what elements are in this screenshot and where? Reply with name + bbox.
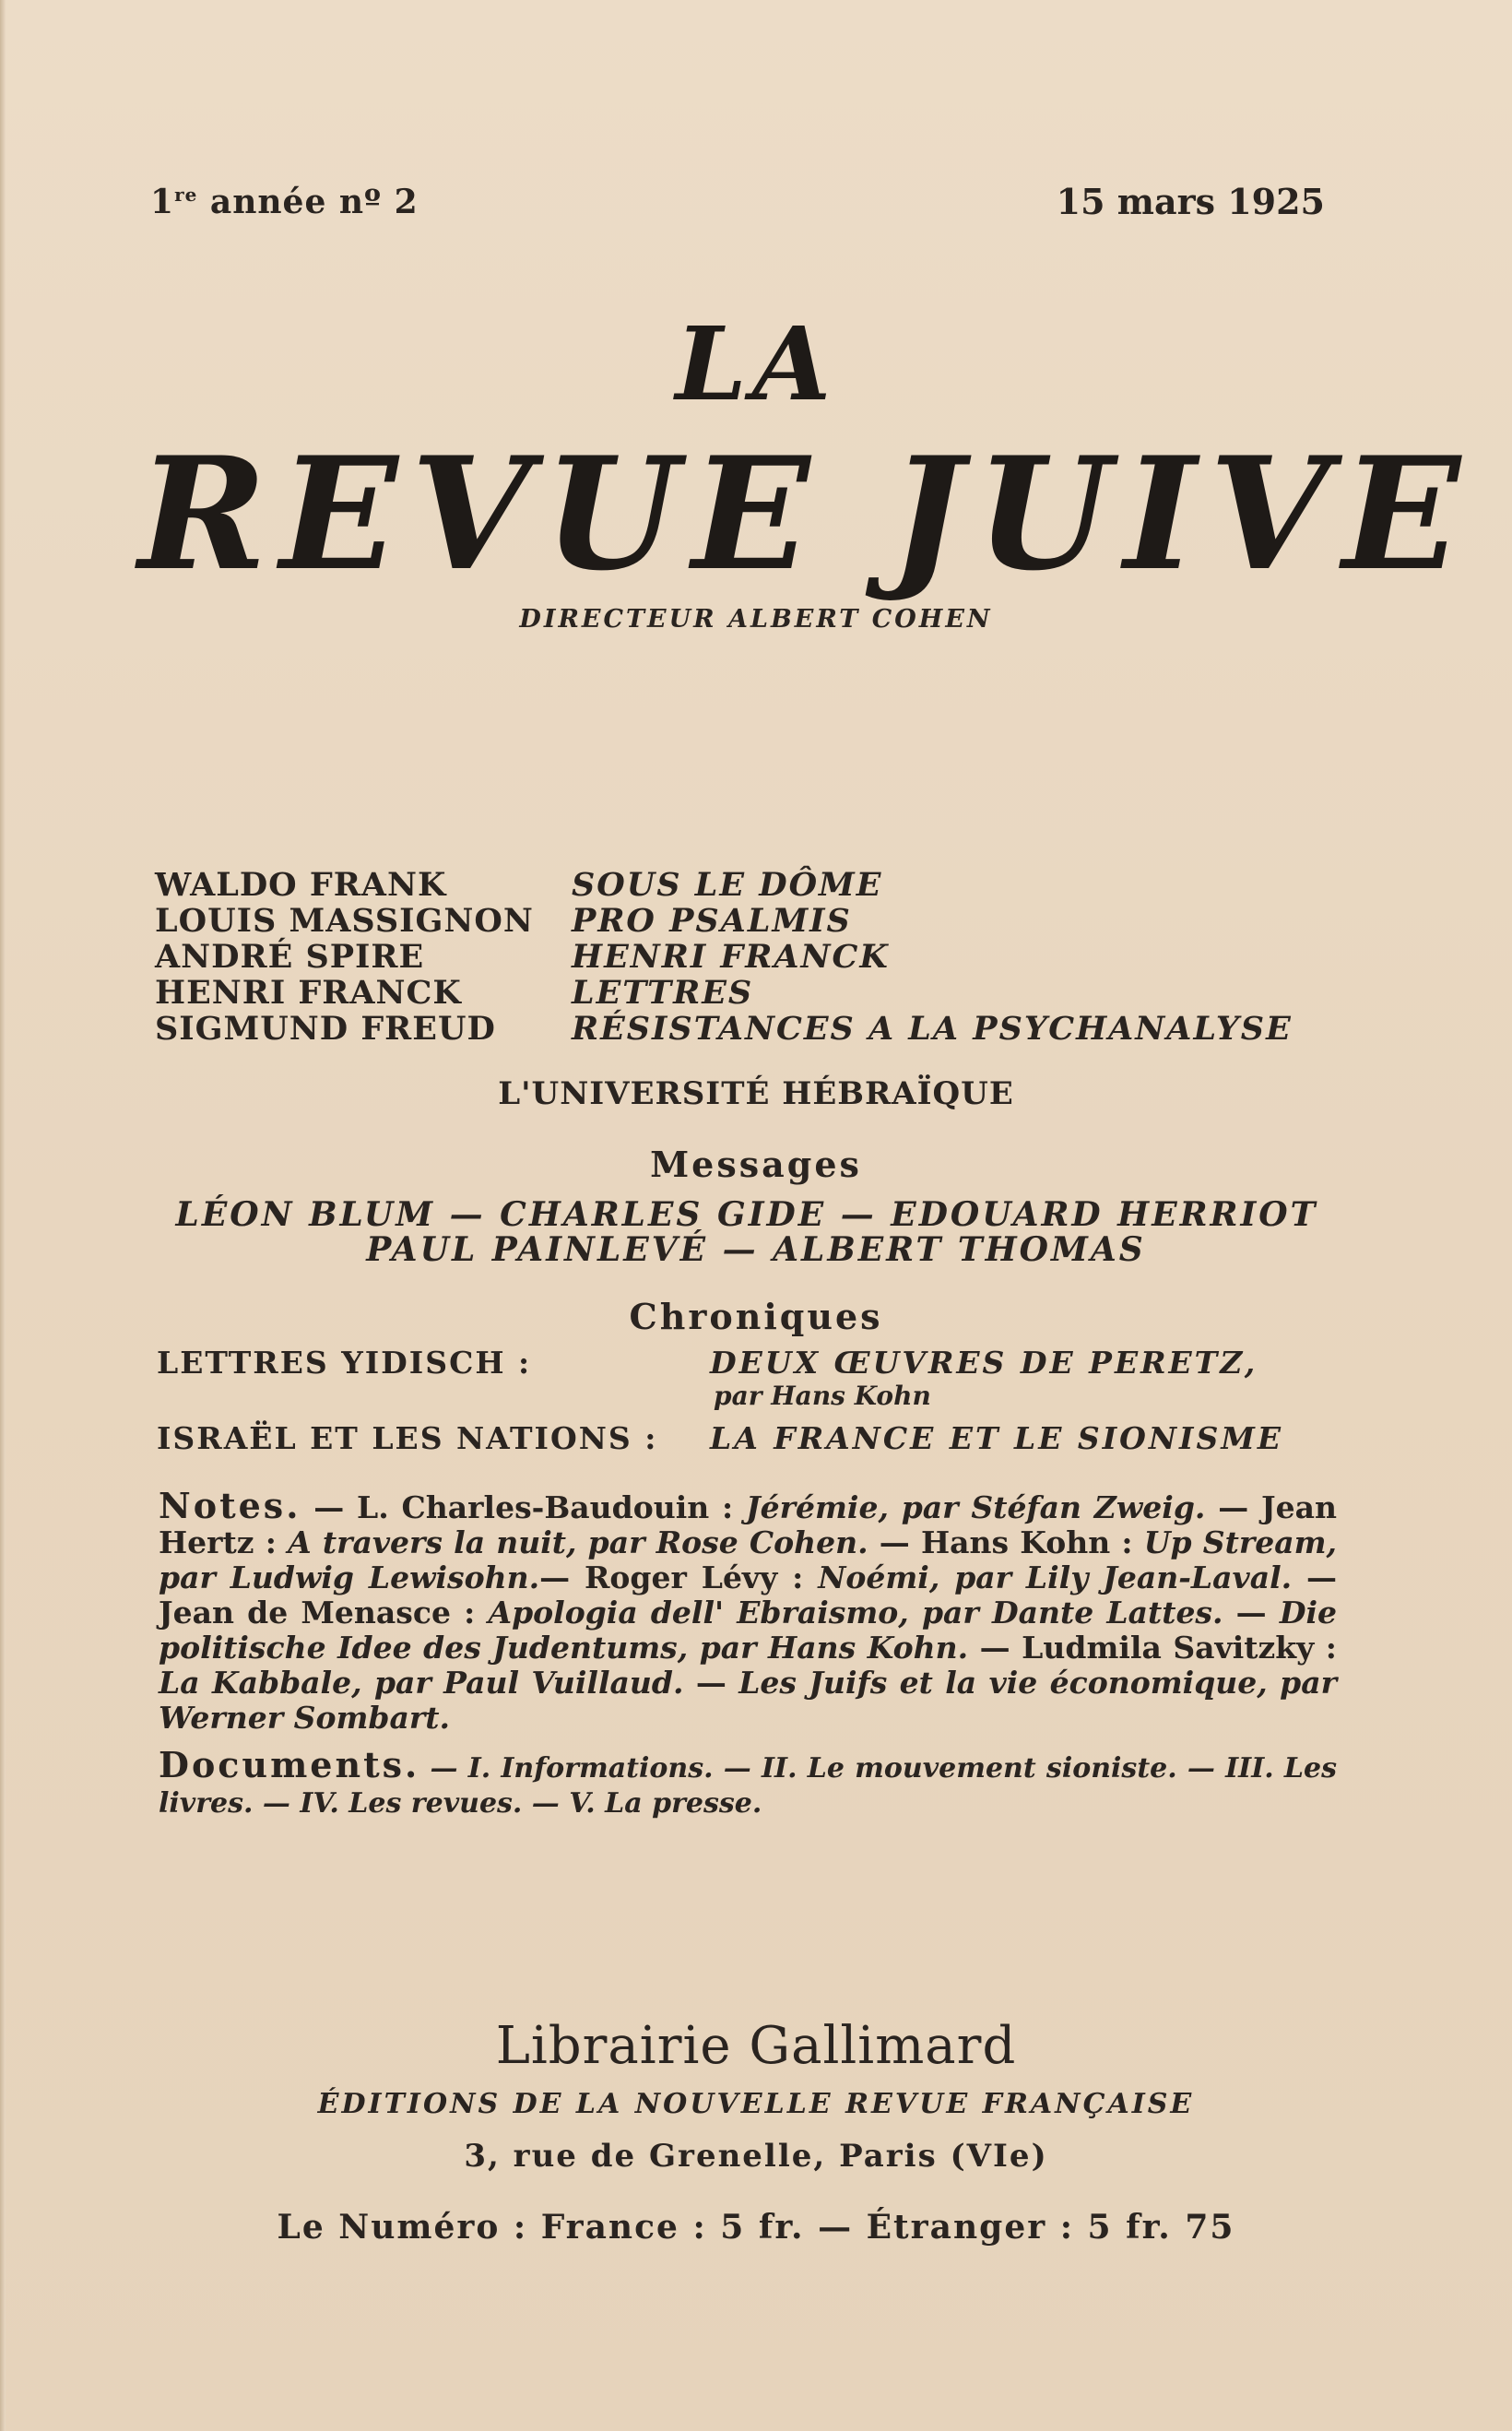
toc-title: HENRI FRANCK: [572, 938, 890, 976]
toc-title: SOUS LE DÔME: [572, 866, 883, 904]
notes-work-title: Noémi, par Lily Jean-Laval.: [818, 1559, 1293, 1595]
toc-row: [155, 975, 1293, 1011]
toc-author: SIGMUND FREUD: [155, 1010, 496, 1048]
notes-work-title: A travers la nuit, par Rose Cohen.: [288, 1524, 868, 1560]
notes-text: — Ludmila Savitzky :: [968, 1630, 1337, 1666]
notes-heading: Notes.: [159, 1485, 301, 1526]
issue-number: [150, 183, 419, 221]
toc-title: RÉSISTANCES A LA PSYCHANALYSE: [572, 1010, 1293, 1048]
publisher-address: 3, rue de Grenelle, Paris (VIe): [464, 2138, 1048, 2175]
chroniques-heading: Chroniques: [629, 1296, 883, 1337]
toc-row: [155, 939, 1293, 975]
documents-heading: Documents.: [159, 1744, 420, 1785]
publisher-name: Librairie Gallimard: [495, 2016, 1017, 2076]
chronique-item: [157, 1345, 1337, 1411]
notes-section: [159, 1485, 1338, 1736]
notes-work-title: Up Stream, par Ludwig Lewisohn.: [159, 1524, 1338, 1595]
notes-text: — Hans Kohn :: [868, 1524, 1144, 1560]
chronique-byline: par Hans Kohn: [714, 1381, 931, 1411]
toc-title: PRO PSALMIS: [572, 902, 852, 940]
notes-text: — Jean de Menasce :: [159, 1559, 1337, 1631]
price-line: Le Numéro : France : 5 fr. — Étranger : 5 fr. 75: [277, 2208, 1235, 2247]
chronique-title: LA FRANCE ET LE SIONISME: [710, 1420, 1283, 1456]
chronique-title: DEUX ŒUVRES DE PERETZ,: [710, 1345, 1258, 1381]
chronique-item: [157, 1420, 1337, 1456]
notes-work-title: Jérémie, par Stéfan Zweig.: [746, 1489, 1206, 1525]
notes-text: —: [1223, 1595, 1280, 1631]
documents-list: — I. Informations. — II. Le mouvement sioniste. — III. Les livres. — IV. Les revues. — V. La presse.: [159, 1752, 1337, 1820]
chronique-label: ISRAËL ET LES NATIONS :: [157, 1420, 658, 1456]
toc-author: LOUIS MASSIGNON: [155, 902, 534, 940]
toc-author: ANDRÉ SPIRE: [155, 938, 425, 976]
toc-row: [155, 867, 1293, 903]
notes-text: — Jean Hertz :: [159, 1489, 1337, 1560]
issue-number-rest: année nº 2: [197, 183, 419, 221]
messages-heading: Messages: [650, 1144, 862, 1185]
toc-author: HENRI FRANCK: [155, 974, 462, 1012]
toc-title: LETTRES: [572, 974, 754, 1012]
chronique-row: [157, 1420, 1337, 1456]
toc-author: WALDO FRANK: [155, 866, 447, 904]
director-line: DIRECTEUR ALBERT COHEN: [519, 605, 993, 634]
notes-work-title: Die politische Idee des Judentums, par Hans Kohn.: [159, 1595, 1338, 1666]
issue-year-superscript: re: [174, 184, 198, 206]
chronique-row: [157, 1345, 1337, 1381]
documents-section: [159, 1744, 1337, 1821]
notes-text: —: [683, 1665, 739, 1701]
university-heading: L'UNIVERSITÉ HÉBRAÏQUE: [498, 1075, 1014, 1112]
messages-line-2: PAUL PAINLEVÉ — ALBERT THOMAS: [366, 1230, 1146, 1269]
notes-work-title: Les Juifs et la vie économique, par Werner Sombart.: [159, 1665, 1337, 1736]
messages-line-1: LÉON BLUM — CHARLES GIDE — EDOUARD HERRIOT: [175, 1195, 1318, 1234]
notes-work-title: La Kabbale, par Paul Vuillaud.: [159, 1665, 684, 1701]
issue-year-number: 1: [150, 183, 175, 221]
masthead-title: REVUE JUIVE: [138, 422, 1474, 605]
toc-row: [155, 1011, 1293, 1047]
notes-text: — L. Charles-Baudouin :: [301, 1489, 746, 1525]
notes-text: — Roger Lévy :: [539, 1559, 819, 1595]
toc-row: [155, 903, 1293, 939]
issue-date: 15 mars 1925: [1056, 181, 1325, 222]
table-of-contents: [155, 867, 1293, 1047]
chronique-label: LETTRES YIDISCH :: [157, 1345, 532, 1381]
notes-work-title: Apologia dell' Ebraismo, par Dante Lattes.: [488, 1595, 1223, 1631]
publisher-editions: ÉDITIONS DE LA NOUVELLE REVUE FRANÇAISE: [317, 2088, 1195, 2120]
masthead-article: LA: [675, 304, 837, 423]
